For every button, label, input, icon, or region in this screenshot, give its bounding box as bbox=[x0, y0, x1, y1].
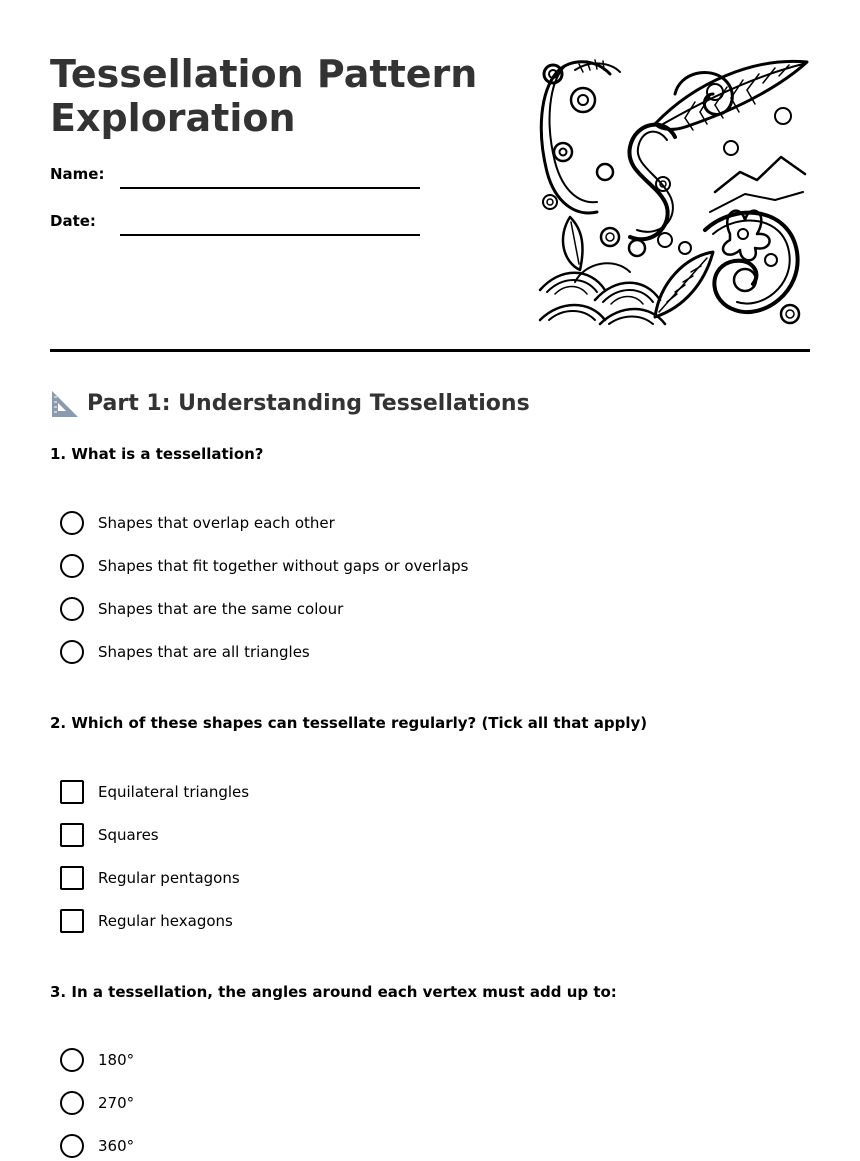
option-label: Squares bbox=[98, 826, 159, 844]
checkbox[interactable] bbox=[60, 909, 84, 933]
set-square-icon bbox=[50, 389, 80, 419]
radio-button[interactable] bbox=[60, 554, 84, 578]
date-field bbox=[50, 211, 420, 235]
option-label: Shapes that are the same colour bbox=[98, 600, 344, 618]
q2-option-3[interactable] bbox=[60, 866, 760, 892]
option-label: Equilateral triangles bbox=[98, 783, 250, 801]
checkbox[interactable] bbox=[60, 866, 84, 890]
q2-option-4[interactable] bbox=[60, 909, 760, 935]
q2-option-1[interactable] bbox=[60, 780, 760, 806]
checkbox[interactable] bbox=[60, 823, 84, 847]
header-divider bbox=[50, 349, 810, 352]
q2-option-2[interactable] bbox=[60, 823, 760, 849]
q3-option-1[interactable] bbox=[60, 1048, 760, 1074]
part1-title: Part 1: Understanding Tessellations bbox=[87, 391, 530, 416]
radio-button[interactable] bbox=[60, 1134, 84, 1158]
question-1-prompt: 1. What is a tessellation? bbox=[50, 445, 264, 463]
q3-option-2[interactable] bbox=[60, 1091, 760, 1117]
checkbox[interactable] bbox=[60, 780, 84, 804]
name-write-line[interactable] bbox=[120, 187, 420, 189]
question-3-prompt: 3. In a tessellation, the angles around each vertex must add up to: bbox=[50, 983, 617, 1001]
q3-option-3[interactable] bbox=[60, 1134, 760, 1160]
option-label: Shapes that overlap each other bbox=[98, 514, 335, 532]
option-label: Regular pentagons bbox=[98, 869, 240, 887]
q1-option-4[interactable] bbox=[60, 640, 760, 666]
ornamental-tessellation-illustration bbox=[535, 52, 810, 330]
option-label: Shapes that fit together without gaps or overlaps bbox=[98, 557, 469, 575]
worksheet-title: Tessellation Pattern Exploration bbox=[50, 52, 478, 140]
q1-option-1[interactable] bbox=[60, 511, 760, 537]
option-label: Regular hexagons bbox=[98, 912, 233, 930]
radio-button[interactable] bbox=[60, 1048, 84, 1072]
option-label: 360° bbox=[98, 1137, 135, 1155]
name-field bbox=[50, 164, 420, 188]
name-label: Name: bbox=[50, 165, 105, 183]
radio-button[interactable] bbox=[60, 1091, 84, 1115]
option-label: 270° bbox=[98, 1094, 135, 1112]
question-2-prompt: 2. Which of these shapes can tessellate regularly? (Tick all that apply) bbox=[50, 714, 648, 732]
worksheet-header bbox=[50, 52, 810, 332]
option-label: Shapes that are all triangles bbox=[98, 643, 310, 661]
date-write-line[interactable] bbox=[120, 234, 420, 236]
q1-option-2[interactable] bbox=[60, 554, 760, 580]
radio-button[interactable] bbox=[60, 640, 84, 664]
radio-button[interactable] bbox=[60, 511, 84, 535]
radio-button[interactable] bbox=[60, 597, 84, 621]
part1-heading bbox=[50, 388, 750, 422]
option-label: 180° bbox=[98, 1051, 135, 1069]
date-label: Date: bbox=[50, 212, 96, 230]
q1-option-3[interactable] bbox=[60, 597, 760, 623]
